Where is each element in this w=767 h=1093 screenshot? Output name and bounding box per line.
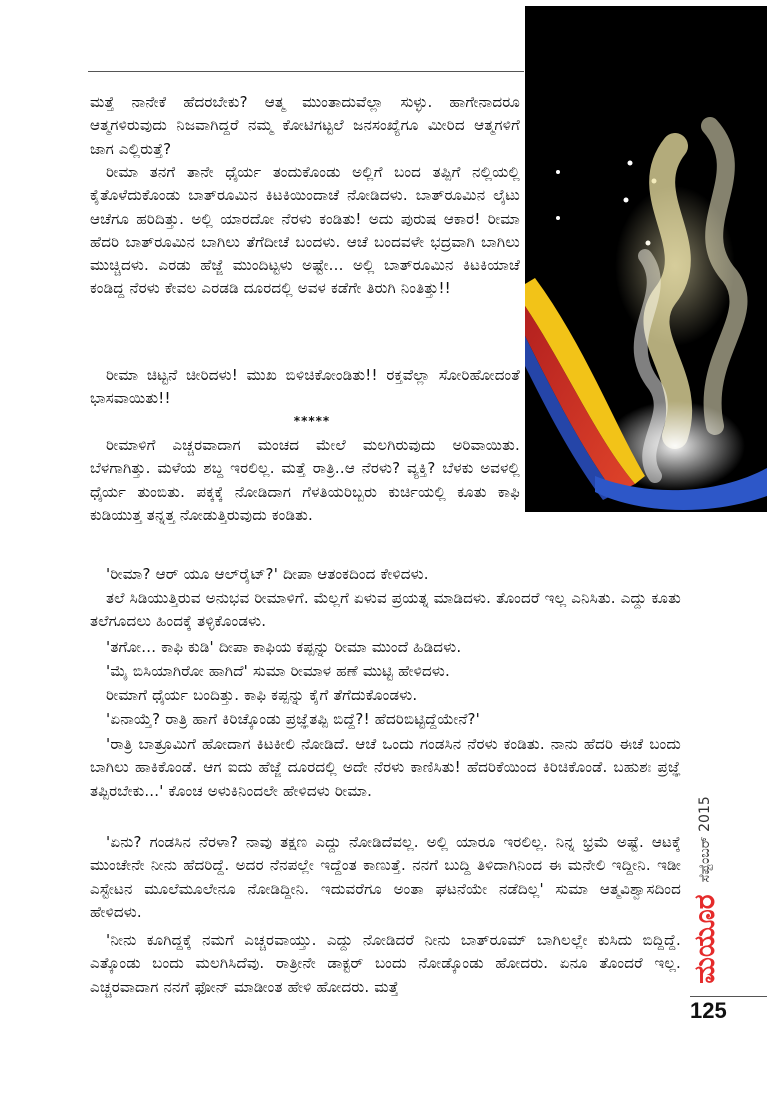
page-number: 125 bbox=[690, 998, 727, 1023]
paragraph-10: 'ಏನಾಯ್ತೆ? ರಾತ್ರಿ ಹಾಗೆ ಕಿರಿಚ್ಕೊಂಡು ಪ್ರಜ್ಞೆತಪ್ಪಿ ಬಿದ್ದೆ?! ಹೆದರಿಬಿಟ್ಟಿದ್ದೆಯೇನೆ?' bbox=[106, 710, 481, 728]
magazine-title: ಮಯೂರ bbox=[688, 894, 721, 984]
footer-rule bbox=[690, 996, 767, 997]
oil-lamp-smoke-illustration bbox=[525, 6, 767, 512]
top-rule bbox=[88, 71, 524, 72]
issue-date: ಸೆಪ್ಟೆಂಬರ್ 2015 bbox=[697, 796, 713, 883]
paragraph-11: 'ರಾತ್ರಿ ಬಾತ್ರೂಮಿಗೆ ಹೋದಾಗ ಕಿಟಕೀಲಿ ನೋಡಿದೆ. ಆಚೆ ಒಂದು ಗಂಡಸಿನ ನೆರಳು ಕಂಡಿತು. ನಾನು ಹೆದರಿ ಈಚೆ ಬಂದು ಬಾಗಿಲು ಹಾಕಿಕೊಂಡೆ. ಆಗ ಐದು ಹೆಜ್ಜೆ ದೂರದಲ್ಲಿ ಅದೇ ನೆರಳು ಕಾಣಿಸಿತು! ಹೆದರಿಕೆಯಿಂದ ಕಿರಿಚಿಕೊಂಡೆ. ಬಹುಶಃ ಪ್ರಜ್ಞೆ ತಪ್ಪಿರಬೇಕು...' ಕೊಂಚ ಅಳುಕಿನಿಂದಲೇ ಹೇಳಿದಳು ರೀಮಾ. bbox=[90, 735, 681, 800]
paragraph-2: ರೀಮಾ ತನಗೆ ತಾನೇ ಧೈರ್ಯ ತಂದುಕೊಂಡು ಅಲ್ಲಿಗೆ ಬಂದ ತಪ್ಪಿಗೆ ನಲ್ಲಿಯಲ್ಲಿ ಕೈತೊಳೆದುಕೊಂಡು ಬಾತ್‌ರೂಮಿನ ಕಿಟಕಿಯಿಂದಾಚೆ ನೋಡಿದಳು. ಬಾತ್‌ರೂಮಿನ ಲೈಟು ಆಚೆಗೂ ಹರಿದಿತ್ತು. ಅಲ್ಲಿ ಯಾರದೋ ನೆರಳು ಕಂಡಿತು! ಅದು ಪುರುಷ ಆಕಾರ! ರೀಮಾ ಹೆದರಿ ಬಾತ್‌ರೂಮಿನ ಬಾಗಿಲು ತೆಗೆದೀಚೆ ಬಂದಳು. ಆಚೆ ಬಂದವಳೇ ಭದ್ರವಾಗಿ ಬಾಗಿಲು ಮುಚ್ಚಿದಳು. ಎರಡು ಹೆಜ್ಜೆ ಮುಂದಿಟ್ಟಳು ಅಷ್ಟೇ... ಅಲ್ಲಿ ಬಾತ್‌ರೂಮಿನ ಕಿಟಕಿಯಾಚೆ ಕಂಡಿದ್ದ ನೆರಳು ಕೇವಲ ಎರಡಡಿ ದೂರದಲ್ಲಿ ಅವಳ ಕಡೆಗೇ ತಿರುಗಿ ನಿಂತಿತ್ತು!! bbox=[90, 163, 520, 298]
paragraph-12: 'ಏನು? ಗಂಡಸಿನ ನೆರಳಾ? ನಾವು ತಕ್ಷಣ ಎದ್ದು ನೋಡಿದೆವಲ್ಲ. ಅಲ್ಲಿ ಯಾರೂ ಇರಲಿಲ್ಲ. ನಿನ್ನ ಭ್ರಮೆ ಅಷ್ಟೆ. ಆಟಕ್ಕೆ ಮುಂಚೇನೇ ನೀನು ಹೆದರಿದ್ದೆ. ಅದರ ನೆನಪಲ್ಲೇ ಇದ್ದೆಂತ ಕಾಣುತ್ತೆ. ನನಗೆ ಬುದ್ದಿ ತಿಳಿದಾಗಿನಿಂದ ಈ ಮನೇಲಿ ಇದ್ದೀನಿ. ಇಡೀ ಎಸ್ಟೇಟನ ಮೂಲೆಮೂಲೇನೂ ನೋಡಿದ್ದೀನಿ. ಇದುವರೆಗೂ ಅಂತಾ ಘಟನೆಯೇ ನಡೆದಿಲ್ಲ' ಸುಮಾ ಆತ್ಮವಿಶ್ವಾಸದಿಂದ ಹೇಳಿದಳು. bbox=[90, 833, 681, 921]
section-separator: ***** bbox=[293, 414, 331, 428]
paragraph-13: 'ನೀನು ಕೂಗಿದ್ದಕ್ಕೆ ನಮಗೆ ಎಚ್ಚರವಾಯ್ತು. ಎದ್ದು ನೋಡಿದರೆ ನೀನು ಬಾತ್‌ರೂಮ್ ಬಾಗಿಲಲ್ಲೇ ಕುಸಿದು ಬಿದ್ದಿದ್ದೆ. ಎತ್ಕೊಂಡು ಬಂದು ಮಲಗಿಸಿದೆವು. ರಾತ್ರೀನೇ ಡಾಕ್ಟರ್ ಬಂದು ನೋಡ್ಕೊಂಡು ಹೋದರು. ಏನೂ ತೊಂದರೆ ಇಲ್ಲ. ಎಚ್ಚರವಾದಾಗ ನನಗೆ ಫೋನ್ ಮಾಡೀಂತ ಹೇಳಿ ಹೋದರು. ಮತ್ತೆ bbox=[90, 931, 681, 996]
paragraph-8: 'ಮೈ ಬಿಸಿಯಾಗಿರೋ ಹಾಗಿದೆ' ಸುಮಾ ರೀಮಾಳ ಹಣೆ ಮುಟ್ಟಿ ಹೇಳಿದಳು. bbox=[106, 662, 450, 680]
magazine-sidebar bbox=[689, 790, 721, 990]
paragraph-7: 'ತಗೋ... ಕಾಫಿ ಕುಡಿ' ದೀಪಾ ಕಾಫಿಯ ಕಪ್ಪನ್ನು ರೀಮಾ ಮುಂದೆ ಹಿಡಿದಳು. bbox=[106, 638, 462, 656]
paragraph-6: ತಲೆ ಸಿಡಿಯುತ್ತಿರುವ ಅನುಭವ ರೀಮಾಳಿಗೆ. ಮೆಲ್ಲಗೆ ಏಳುವ ಪ್ರಯತ್ನ ಮಾಡಿದಳು. ತೊಂದರೆ ಇಲ್ಲ ಎನಿಸಿತು. ಎದ್ದು ಕೂತು ತಲೆಗೂದಲು ಹಿಂದಕ್ಕೆ ತಳ್ಳಿಕೊಂಡಳು. bbox=[90, 589, 681, 631]
paragraph-9: ರೀಮಾಗೆ ಧೈರ್ಯ ಬಂದಿತ್ತು. ಕಾಫಿ ಕಪ್ಪನ್ನು ಕೈಗೆ ತೆಗೆದುಕೊಂಡಳು. bbox=[106, 686, 418, 704]
paragraph-1: ಮತ್ತೆ ನಾನೇಕೆ ಹೆದರಬೇಕು? ಆತ್ಮ ಮುಂತಾದುವೆಲ್ಲಾ ಸುಳ್ಳು. ಹಾಗೇನಾದರೂ ಆತ್ಮಗಳಿರುವುದು ನಿಜವಾಗಿದ್ದರೆ ನಮ್ಮ ಕೋಟಿಗಟ್ಟಲೆ ಜನಸಂಖ್ಯೆಗೂ ಮೀರಿದ ಆತ್ಮಗಳಿಗೆ ಜಾಗ ಎಲ್ಲಿರುತ್ತೆ? bbox=[90, 93, 520, 158]
paragraph-3: ರೀಮಾ ಚಿಟ್ಟನೆ ಚೀರಿದಳು! ಮುಖ ಬಿಳಿಚಿಕೋಂಡಿತು!! ರಕ್ತವೆಲ್ಲಾ ಸೋರಿಹೋದಂತೆ ಭಾಸವಾಯಿತು!! bbox=[90, 366, 520, 408]
paragraph-5: 'ರೀಮಾ? ಆರ್ ಯೂ ಆಲ್‌ರೈಟ್?' ದೀಪಾ ಆತಂಕದಿಂದ ಕೇಳಿದಳು. bbox=[106, 565, 429, 583]
paragraph-4: ರೀಮಾಳಿಗೆ ಎಚ್ಚರವಾದಾಗ ಮಂಚದ ಮೇಲೆ ಮಲಗಿರುವುದು ಅರಿವಾಯಿತು. ಬೆಳಗಾಗಿತ್ತು. ಮಳೆಯ ಶಬ್ದ ಇರಲಿಲ್ಲ. ಮತ್ತೆ ರಾತ್ರಿ..ಆ ನೆರಳು? ವ್ಯಕ್ತಿ? ಬೆಳಕು ಅವಳಲ್ಲಿ ಧೈರ್ಯ ತುಂಬಿತು. ಪಕ್ಕಕ್ಕೆ ನೋಡಿದಾಗ ಗೆಳತಿಯರಿಬ್ಬರು ಕುರ್ಚಿಯಲ್ಲಿ ಕೂತು ಕಾಫಿ ಕುಡಿಯುತ್ತ ತನ್ನತ್ತ ನೋಡುತ್ತಿರುವುದು ಕಂಡಿತು. bbox=[90, 436, 520, 524]
